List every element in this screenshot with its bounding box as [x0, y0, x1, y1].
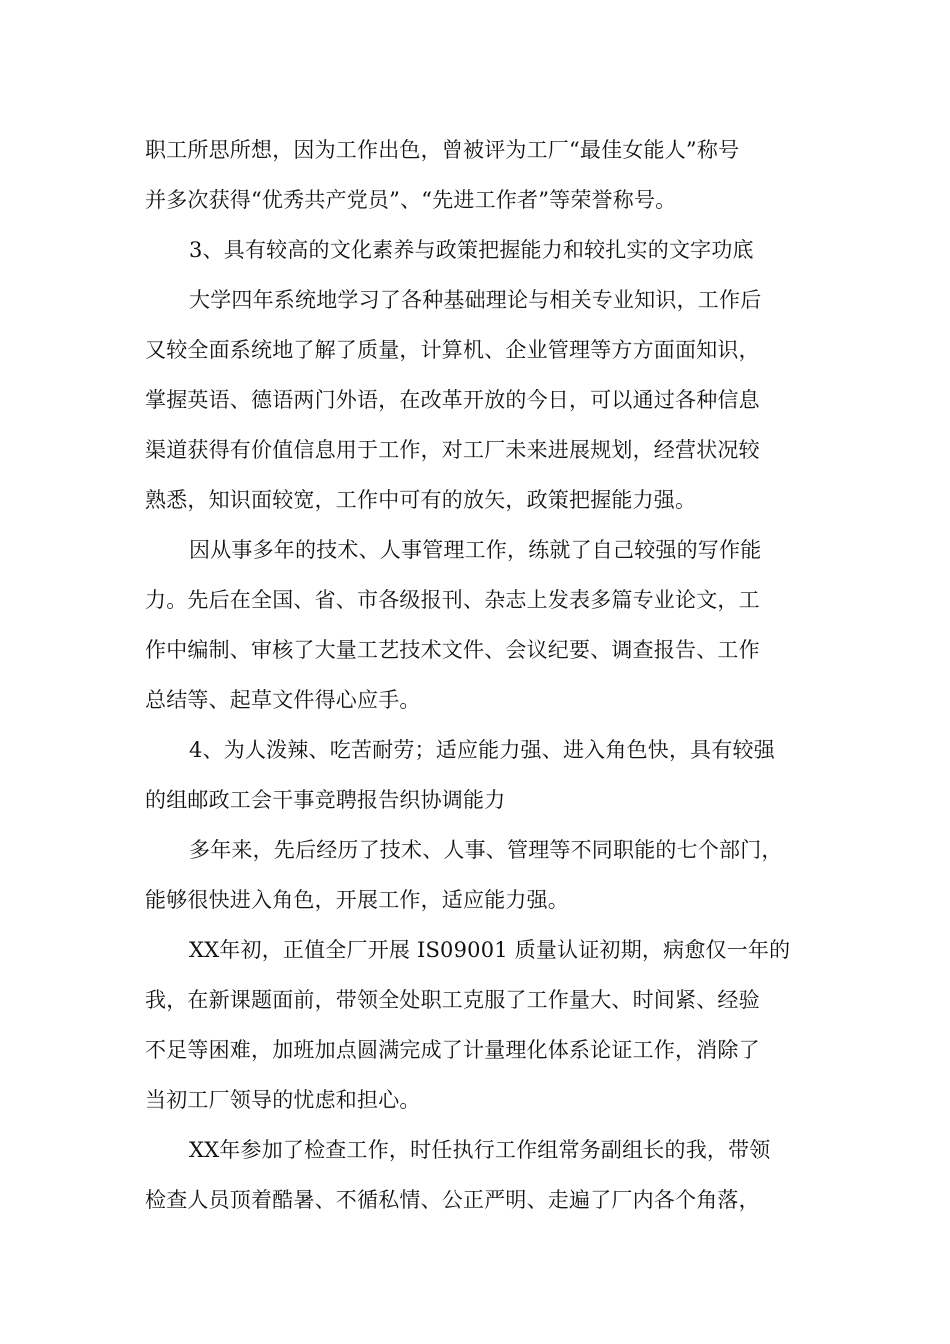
text-line: 我，在新课题面前，带领全处职工克服了工作量大、时间紧、经验: [145, 988, 760, 1012]
section-heading: 4、为人泼辣、吃苦耐劳；适应能力强、进入角色快，具有较强: [189, 738, 775, 762]
text-line: 职工所思所想，因为工作出色，曾被评为工厂“最佳女能人”称号: [145, 138, 740, 162]
section-heading: 3、具有较高的文化素养与政策把握能力和较扎实的文字功底: [189, 238, 754, 262]
text-line: 大学四年系统地学习了各种基础理论与相关专业知识，工作后: [189, 288, 762, 312]
text-line: 熟悉，知识面较宽，工作中可有的放矢，政策把握能力强。: [145, 488, 697, 512]
text-line: 检查人员顶着酷暑、不循私情、公正严明、走遍了厂内各个角落，: [145, 1188, 760, 1212]
text-line: 并多次获得“优秀共产党员”、“先进工作者”等荣誉称号。: [145, 188, 677, 212]
text-line: 不足等困难，加班加点圆满完成了计量理化体系论证工作，消除了: [145, 1038, 760, 1062]
text-line: 掌握英语、德语两门外语，在改革开放的今日，可以通过各种信息: [145, 388, 760, 412]
text-line: 总结等、起草文件得心应手。: [145, 688, 421, 712]
text-line: 作中编制、审核了大量工艺技术文件、会议纪要、调查报告、工作: [145, 638, 760, 662]
text-line: 多年来，先后经历了技术、人事、管理等不同职能的七个部门，: [189, 838, 783, 862]
text-line: 因从事多年的技术、人事管理工作，练就了自己较强的写作能: [189, 538, 762, 562]
text-line: 力。先后在全国、省、市各级报刊、杂志上发表多篇专业论文，工: [145, 588, 760, 612]
text-line: 又较全面系统地了解了质量，计算机、企业管理等方方面面知识，: [145, 338, 760, 362]
text-line: XX年参加了检查工作，时任执行工作组常务副组长的我，带领: [189, 1138, 771, 1162]
text-line: 的组邮政工会干事竞聘报告织协调能力: [145, 788, 506, 812]
text-line: XX年初，正值全厂开展 IS09001 质量认证初期，病愈仅一年的: [189, 938, 791, 962]
text-line: 当初工厂领导的忧虑和担心。: [145, 1088, 421, 1112]
text-line: 能够很快进入角色，开展工作，适应能力强。: [145, 888, 569, 912]
text-line: 渠道获得有价值信息用于工作，对工厂未来进展规划，经营状况较: [145, 438, 760, 462]
